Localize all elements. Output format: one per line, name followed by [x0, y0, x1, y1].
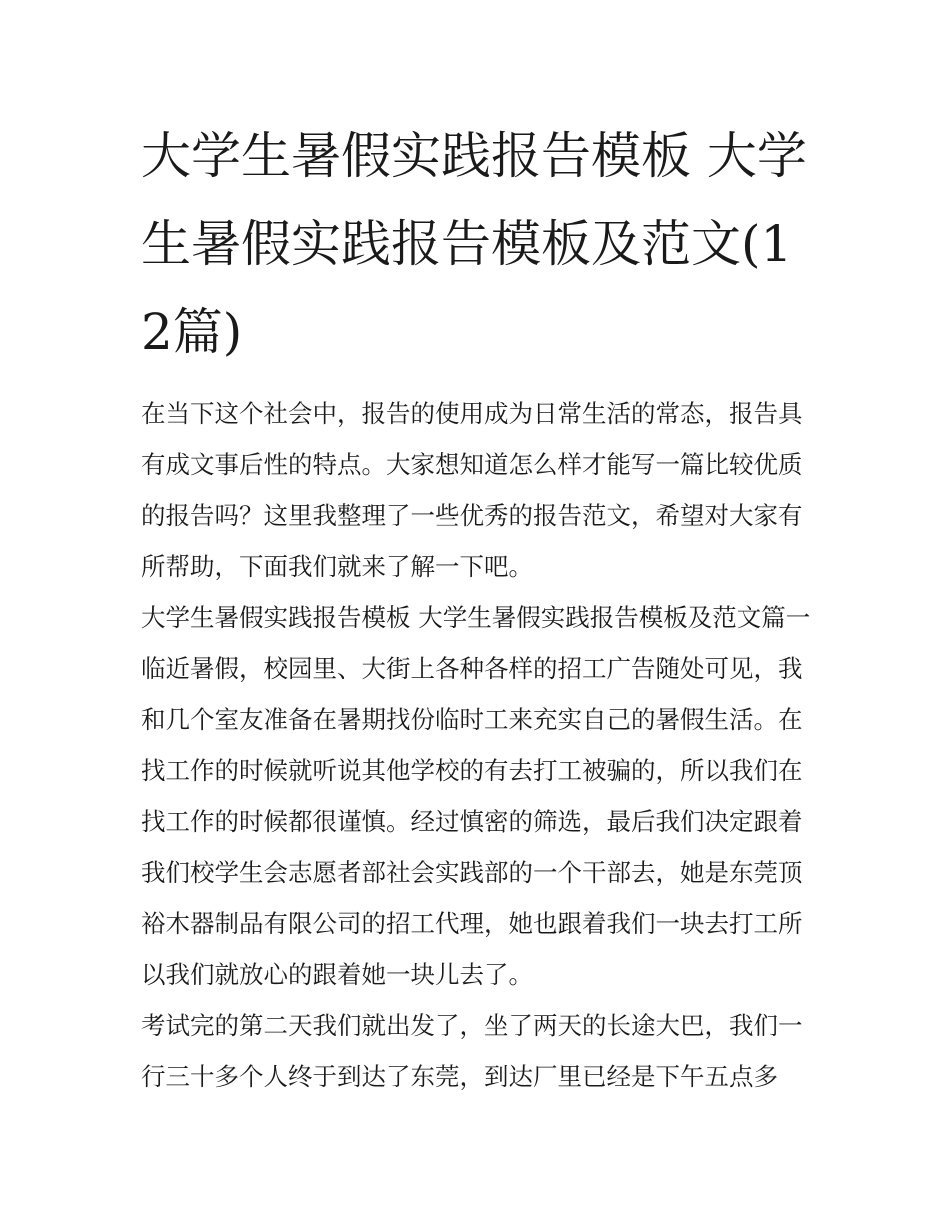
- body-paragraph: 考试完的第二天我们就出发了，坐了两天的长途大巴，我们一行三十多个人终于到达了东莞，到达厂里已经是下午五点多: [141, 1011, 803, 1091]
- section-heading: 大学生暑假实践报告模板 大学生暑假实践报告模板及范文篇一: [141, 603, 811, 632]
- document-page: [141, 112, 813, 1102]
- intro-paragraph: 在当下这个社会中，报告的使用成为日常生活的常态，报告具有成文事后性的特点。大家想知道怎么样才能写一篇比较优质的报告吗？这里我整理了一些优秀的报告范文，希望对大家有所帮助，下面我们就来了解一下吧。: [141, 399, 803, 581]
- document-title: 大学生暑假实践报告模板 大学生暑假实践报告模板及范文(12篇): [141, 127, 807, 361]
- body-paragraph: 临近暑假，校园里、大街上各种各样的招工广告随处可见，我和几个室友准备在暑期找份临时工来充实自己的暑假生活。在找工作的时候就听说其他学校的有去打工被骗的，所以我们在找工作的时候都很谨慎。经过慎密的筛选，最后我们决定跟着我们校学生会志愿者部社会实践部的一个干部去，她是东莞顶裕木器制品有限公司的招工代理，她也跟着我们一块去打工所以我们就放心的跟着她一块儿去了。: [141, 654, 803, 989]
